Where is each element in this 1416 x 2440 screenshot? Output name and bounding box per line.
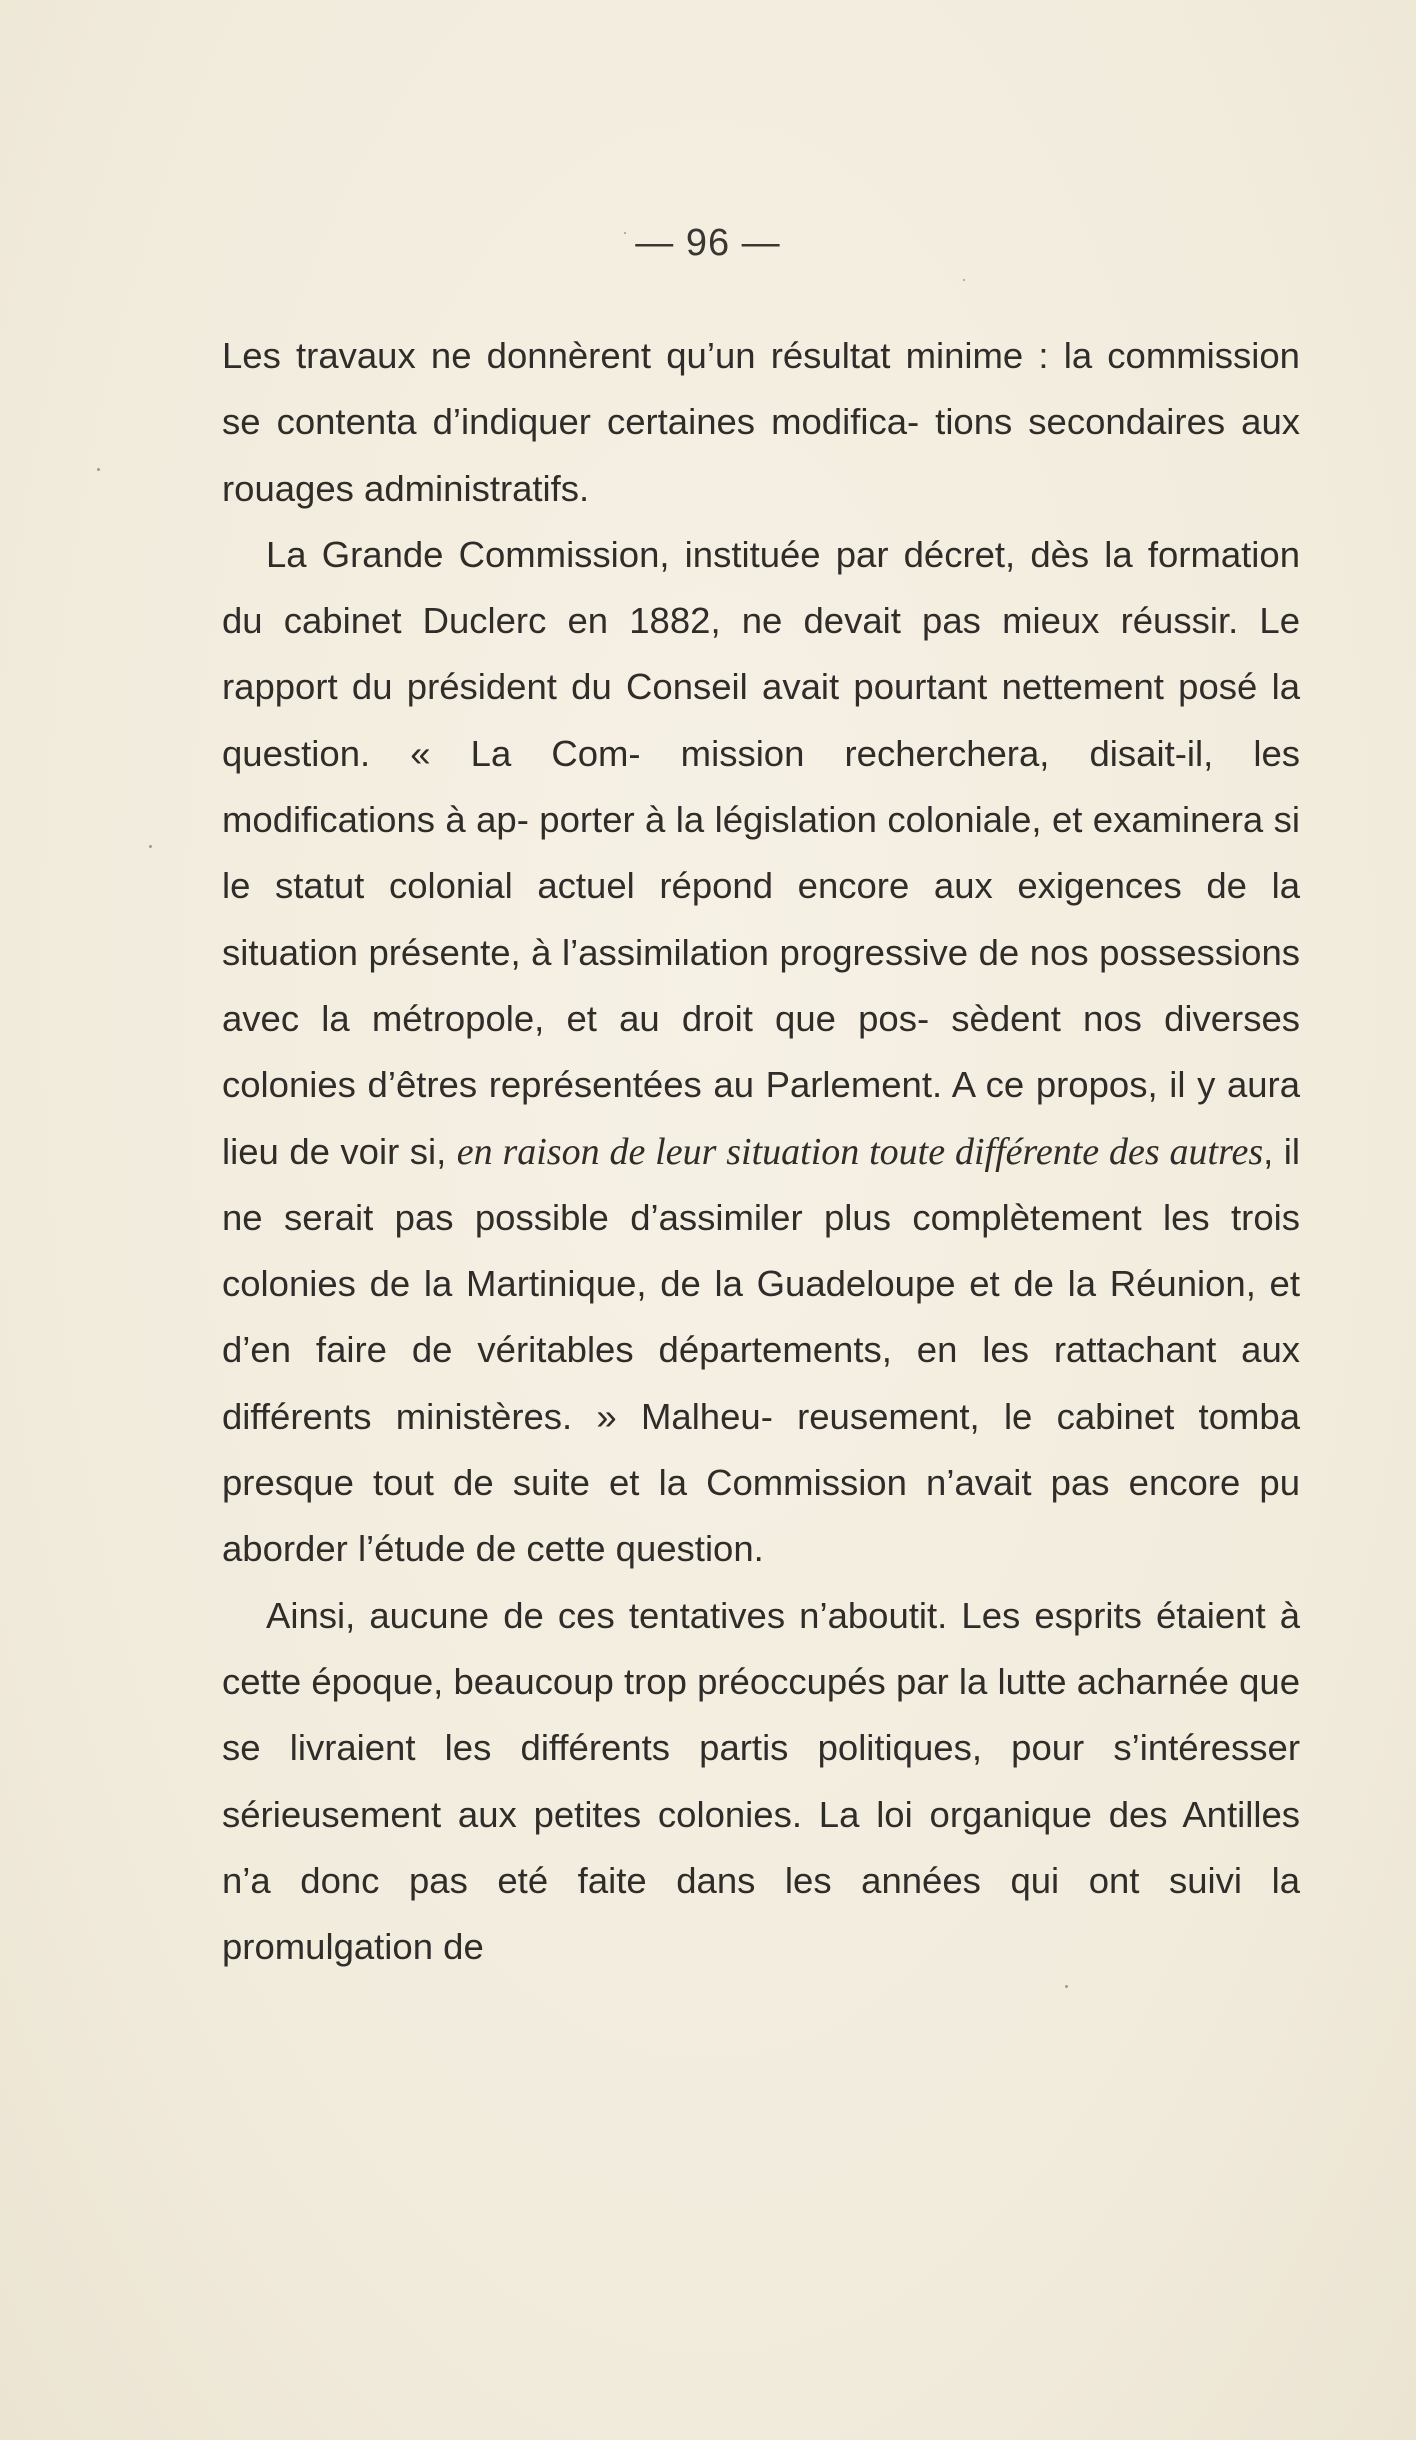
paper-speck [963, 279, 965, 281]
paper-speck [97, 468, 100, 471]
paper-speck [624, 232, 626, 234]
paragraph-2-italic-phrase: en raison de leur situation toute différente des autres [456, 1130, 1264, 1173]
paragraph-2 [222, 522, 1300, 1583]
paper-speck [1065, 1985, 1068, 1988]
paragraph-1: Les travaux ne donnèrent qu’un résultat minime : la commission se contenta d’indiquer certaines modifica- tions secondaires aux rouages administratifs. [222, 335, 1300, 509]
page-number: — 96 — [635, 222, 781, 264]
body-text [222, 323, 1300, 1980]
paragraph-2-text-after: , il ne serait pas possible d’assimiler plus complètement les trois colonies de la Martinique, de la Guadeloupe et de la Réunion, et d’en faire de véritables départements, en les rattachant aux différents ministères. » Malheu- reusement, le cabinet tomba presque tout de suite et la Commission n’avait pas encore pu aborder l’étude de cette question. [222, 1130, 1300, 1570]
paragraph-3: Ainsi, aucune de ces tentatives n’aboutit. Les esprits étaient à cette époque, beaucoup trop préoccupés par la lutte acharnée que se livraient les différents partis politiques, pour s’intéresser sérieusement aux petites colonies. La loi organique des Antilles n’a donc pas eté faite dans les années qui ont suivi la promulgation de [222, 1594, 1300, 1968]
paper-speck [149, 845, 152, 848]
paragraph-2-text-before: La Grande Commission, instituée par décret, dès la formation du cabinet Duclerc en 1882, ne devait pas mieux réussir. Le rapport du président du Conseil avait pourtant nettement posé la question. « La Com- mission recherchera, disait-il, les modifications à ap- porter à la législation coloniale, et examinera si le statut colonial actuel répond encore aux exigences de la situation présente, à l’assimilation progressive de nos possessions avec la métropole, et au droit que pos- sèdent nos diverses colonies d’êtres représentées au Parlement. A ce propos, il y aura lieu de voir si, [222, 533, 1300, 1172]
